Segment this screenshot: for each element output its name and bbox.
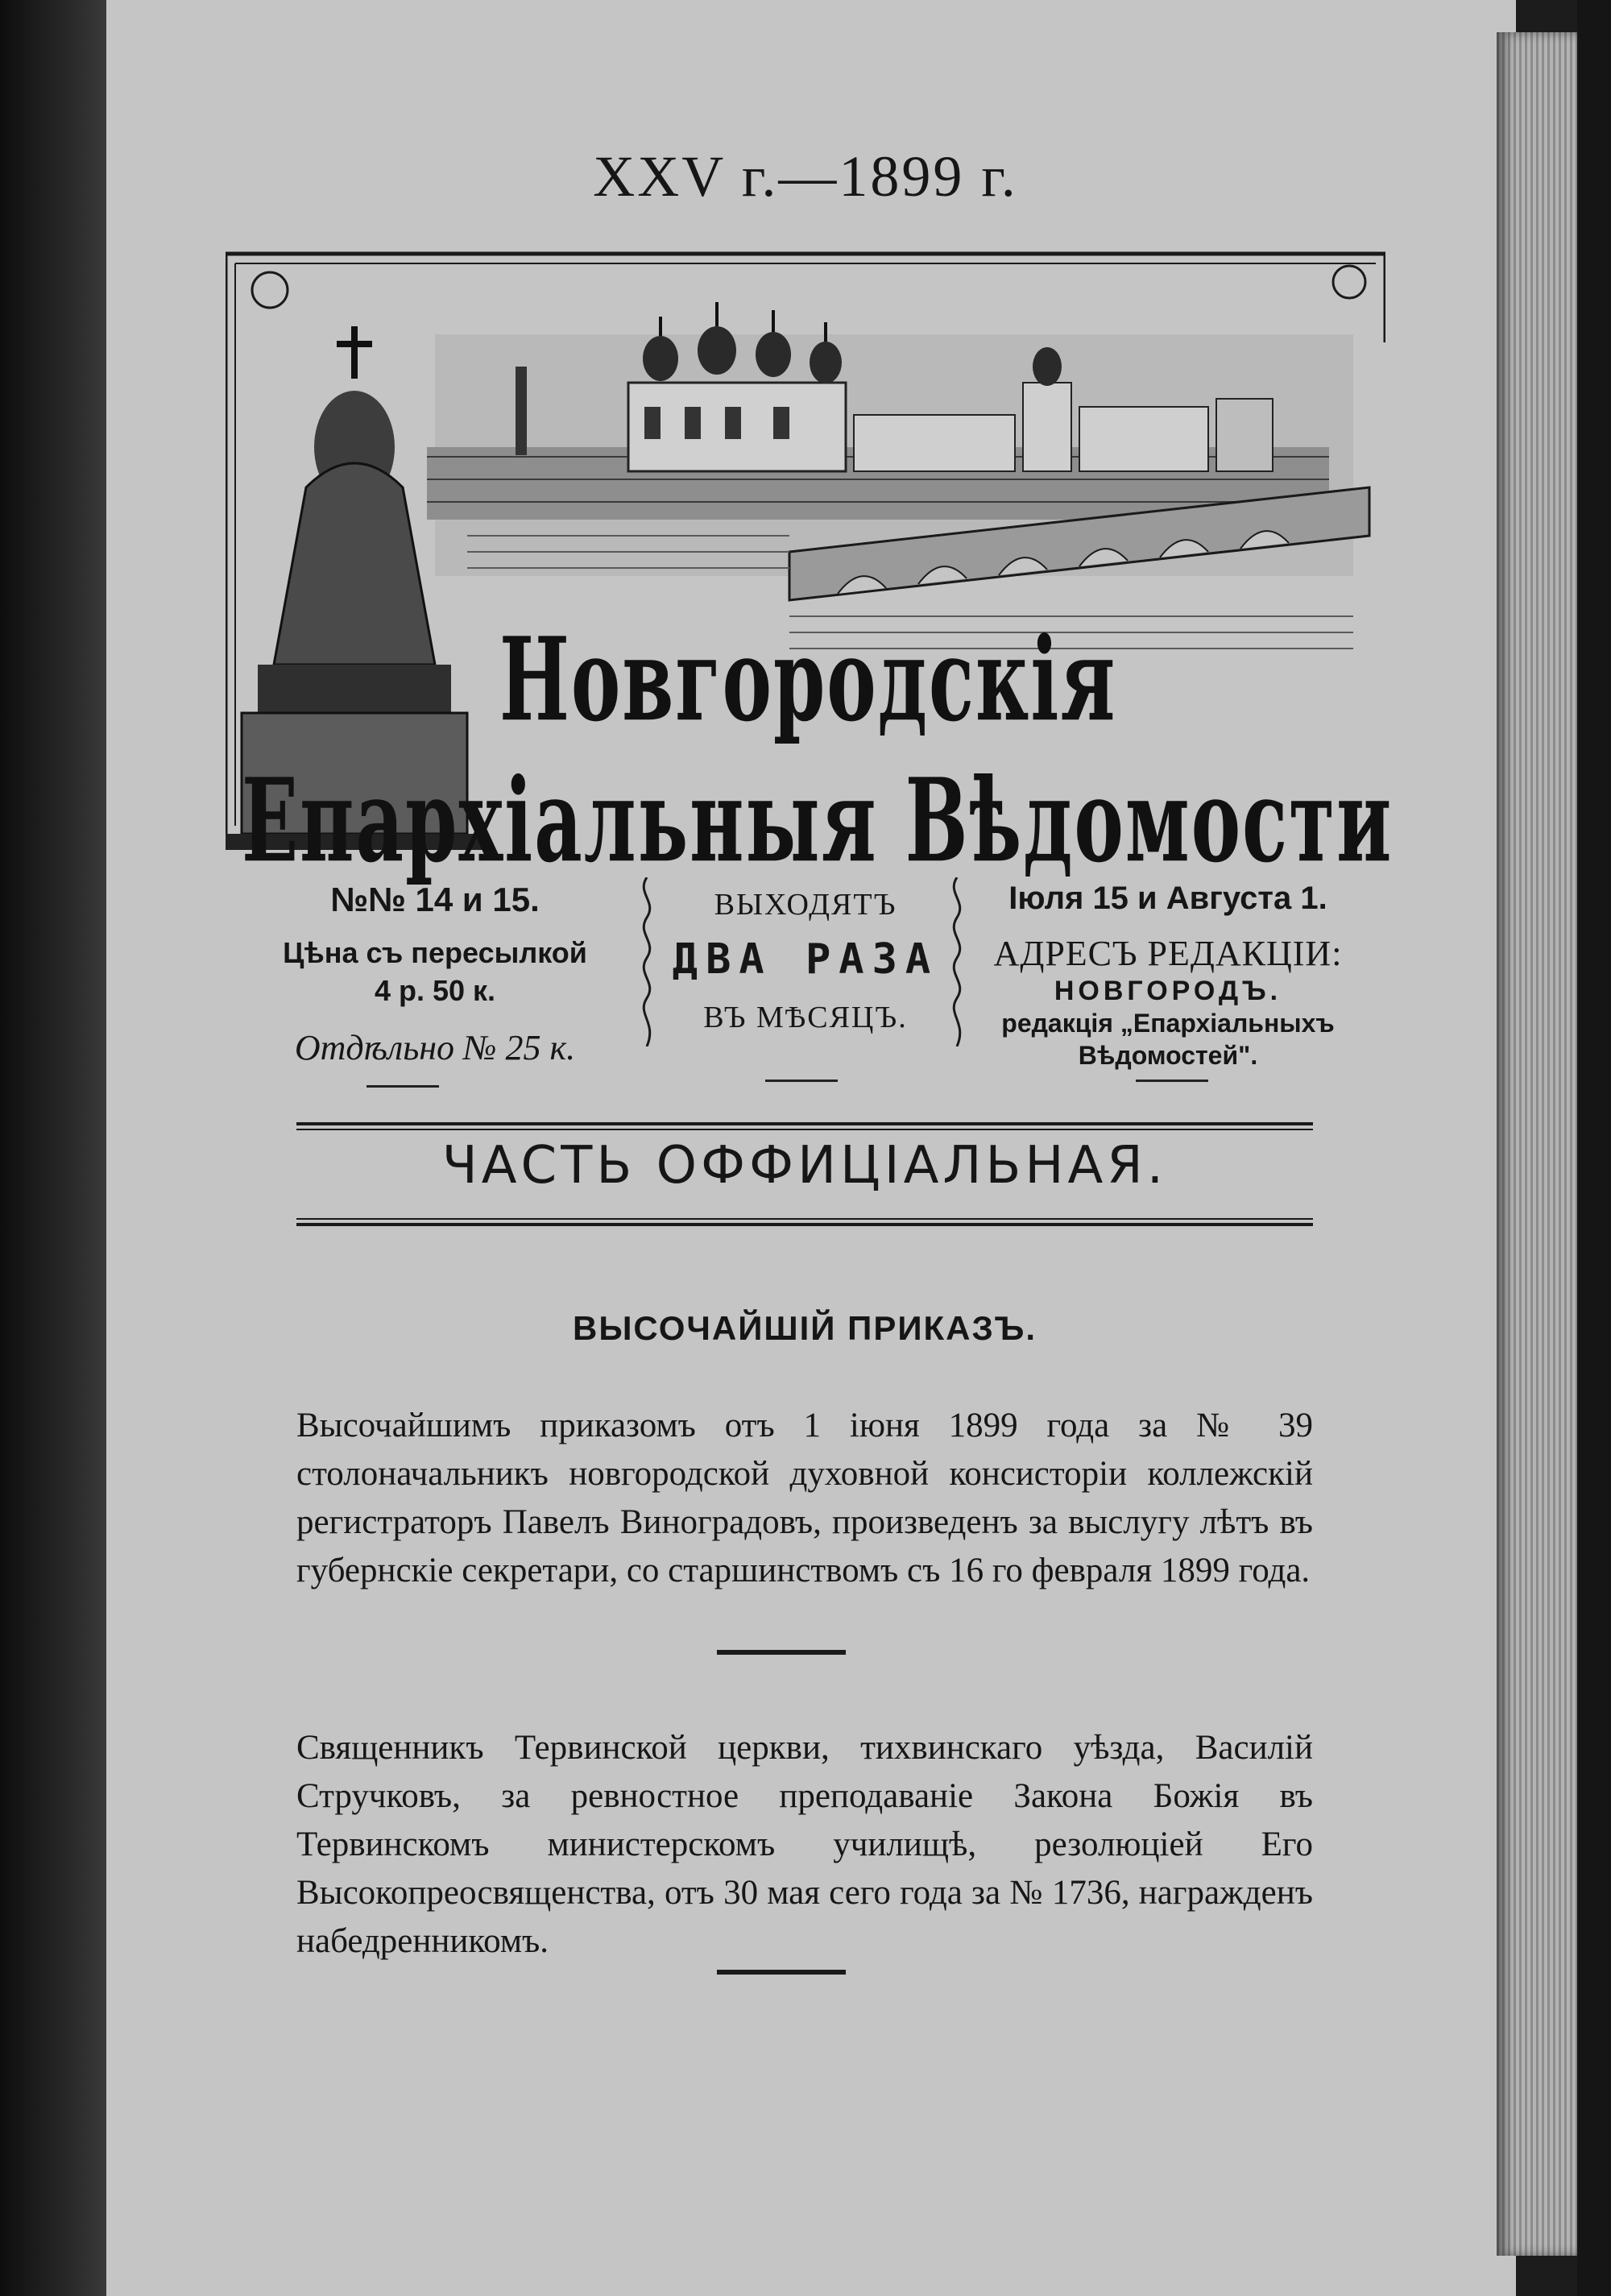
issue-number: №№ 14 и 15. bbox=[330, 881, 540, 918]
scan-border-right bbox=[1577, 0, 1611, 2296]
price-line-1: Цѣна съ пересылкой bbox=[283, 936, 587, 969]
ornament-left bbox=[636, 877, 657, 1046]
separator-dash-2 bbox=[717, 1970, 846, 1975]
frequency-bottom: ВЪ МѢСЯЦЪ. bbox=[703, 1001, 908, 1034]
volume-year-heading: XXV г.—1899 г. bbox=[593, 144, 1018, 209]
address-city: НОВГОРОДЪ. bbox=[1054, 976, 1282, 1006]
order-paragraph-1: Высочайшимъ приказомъ отъ 1 іюня 1899 года за № 39 столоначальникъ новгородской духовной консисторіи коллежскій регистраторъ Павелъ Виноградовъ, произведенъ за выслугу лѣтъ въ губернскіе секретари, со старшинствомъ съ 16 го февраля 1899 года. bbox=[296, 1407, 1313, 1589]
address-line-1: редакція „Епархіальныхъ bbox=[1001, 1009, 1335, 1038]
rule-above-section bbox=[296, 1122, 1313, 1125]
address-label: АДРЕСЪ РЕДАКЦІИ: bbox=[993, 934, 1343, 973]
separator-dash-1 bbox=[717, 1650, 846, 1655]
short-rule-right bbox=[1136, 1080, 1208, 1082]
frequency-column bbox=[661, 874, 950, 1035]
issue-info-band bbox=[226, 874, 1385, 1092]
short-rule-middle bbox=[765, 1080, 838, 1082]
address-line-2: Вѣдомостей". bbox=[1078, 1041, 1258, 1070]
section-title: ЧАСТЬ ОФФИЦІАЛЬНАЯ. bbox=[441, 1136, 1168, 1196]
rule-below-section-thin bbox=[296, 1218, 1313, 1220]
date-address-column bbox=[959, 874, 1377, 1071]
price-line-2: 4 р. 50 к. bbox=[374, 974, 496, 1008]
issue-dates: Іюля 15 и Августа 1. bbox=[1008, 881, 1327, 916]
page-edge-stack bbox=[1497, 32, 1577, 2256]
masthead-title-line-2: Епархіальныя Вѣдомости bbox=[242, 753, 1394, 889]
rule-below-section bbox=[296, 1223, 1313, 1226]
frequency-top: ВЫХОДЯТЪ bbox=[714, 888, 897, 922]
single-copy-price: Отдѣльно № 25 к. bbox=[294, 1028, 576, 1068]
short-rule-left bbox=[367, 1085, 439, 1088]
frequency-main: ДВА РАЗА bbox=[672, 935, 939, 984]
masthead-title-line-1: Новгородскія bbox=[499, 612, 1117, 748]
masthead-engraving bbox=[226, 246, 1394, 889]
scan-border-left bbox=[0, 0, 106, 2296]
issue-price-column bbox=[258, 874, 612, 1068]
rule-above-section-thin bbox=[296, 1129, 1313, 1130]
order-heading: ВЫСОЧАЙШІЙ ПРИКАЗЪ. bbox=[572, 1309, 1037, 1347]
order-paragraph-2: Священникъ Тервинской церкви, тихвинскаго уѣзда, Василій Стручковъ, за ревностное преподаваніе Закона Божія въ Тервинскомъ министерскомъ училищѣ, резолюціей Его Высокопреосвященства, отъ 30 мая сего года за № 1736, награжденъ набедренникомъ. bbox=[296, 1729, 1313, 1960]
